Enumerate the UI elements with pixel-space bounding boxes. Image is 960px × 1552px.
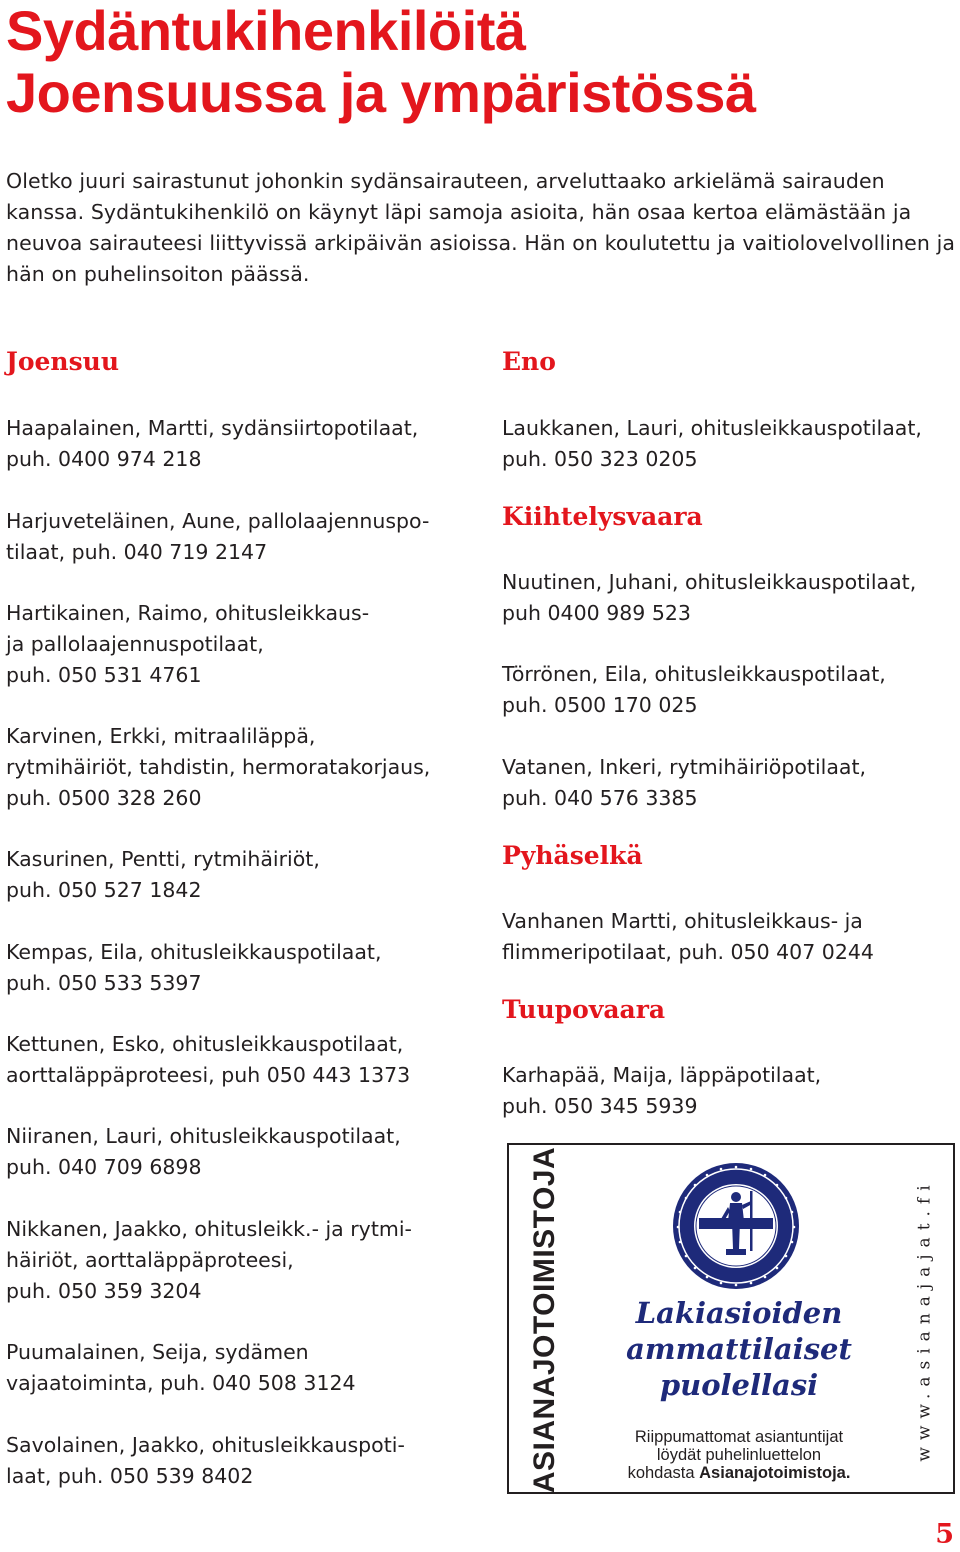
entry-line: Kasurinen, Pentti, rytmihäiriöt, (6, 847, 320, 871)
ad-vertical-text: ASIANAJOTOIMISTOJA (528, 1146, 561, 1493)
contact-entry (6, 598, 369, 691)
entry-line: Puumalainen, Seija, sydämen (6, 1340, 309, 1364)
contact-entry (6, 937, 381, 999)
title-line-1: Sydäntukihenkilöitä (6, 0, 526, 62)
entry-line: Laukkanen, Lauri, ohitusleikkauspotilaat, (502, 416, 922, 440)
entry-line: flimmeripotilaat, puh. 050 407 0244 (502, 940, 874, 964)
entry-line: Niiranen, Lauri, ohitusleikkauspotilaat, (6, 1124, 401, 1148)
ad-slogan-line: Lakiasioiden (635, 1296, 843, 1330)
entry-line: aorttaläppäproteesi, puh 050 443 1373 (6, 1063, 411, 1087)
entry-line: puh. 040 709 6898 (6, 1155, 202, 1179)
section-heading-pyhaselka: Pyhäselkä (502, 841, 643, 870)
entry-line: puh. 040 576 3385 (502, 786, 698, 810)
entry-line: Kempas, Eila, ohitusleikkauspotilaat, (6, 940, 382, 964)
section-heading-joensuu: Joensuu (6, 347, 120, 376)
contact-entry (6, 1121, 401, 1183)
contact-entry (6, 1214, 412, 1307)
ad-small-line: löydät puhelinluettelon (656, 1446, 822, 1464)
entry-line: puh. 0400 974 218 (6, 447, 202, 471)
contact-entry (502, 659, 886, 721)
entry-line: puh. 050 527 1842 (6, 878, 202, 902)
ad-slogan (579, 1295, 899, 1403)
contact-entry (6, 413, 418, 475)
entry-line: Törrönen, Eila, ohitusleikkauspotilaat, (502, 662, 886, 686)
entry-line: Savolainen, Jaakko, ohitusleikkauspoti- (6, 1433, 405, 1457)
title-line-2: Joensuussa ja ympäristössä (6, 61, 756, 124)
entry-line: puh. 0500 170 025 (502, 693, 698, 717)
entry-line: Haapalainen, Martti, sydänsiirtopotilaat, (6, 416, 419, 440)
entry-line: Nuutinen, Juhani, ohitusleikkauspotilaat, (502, 570, 917, 594)
contact-entry (502, 413, 922, 475)
contact-entry (6, 721, 430, 814)
entry-line: Vatanen, Inkeri, rytmihäiriöpotilaat, (502, 755, 867, 779)
contact-entry (6, 506, 429, 568)
contact-entry (6, 1430, 405, 1492)
entry-line: puh. 050 323 0205 (502, 447, 698, 471)
entry-line: puh. 0500 328 260 (6, 786, 202, 810)
section-heading-eno: Eno (502, 347, 556, 376)
entry-line: puh. 050 345 5939 (502, 1094, 698, 1118)
contact-entry (502, 752, 866, 814)
page-title (6, 0, 756, 124)
contact-entry (6, 844, 320, 906)
section-heading-kiihtelysvaara: Kiihtelysvaara (502, 502, 703, 531)
entry-line: Karvinen, Erkki, mitraaliläppä, (6, 724, 316, 748)
ad-small-line: Riippumattomat asiantuntijat (634, 1428, 844, 1446)
ad-website-text: www.asianajajat.fi (915, 1177, 935, 1462)
entry-line: ja pallolaajennuspotilaat, (6, 632, 264, 656)
ad-small-text (579, 1428, 899, 1482)
ad-slogan-line: puolellasi (659, 1368, 819, 1402)
entry-line: Hartikainen, Raimo, ohitusleikkaus- (6, 601, 370, 625)
law-firm-advertisement (507, 1143, 955, 1494)
ad-website (905, 1151, 945, 1488)
entry-line: laat, puh. 050 539 8402 (6, 1464, 254, 1488)
entry-line: puh. 050 533 5397 (6, 971, 202, 995)
entry-line: Harjuveteläinen, Aune, pallolaajennuspo- (6, 509, 430, 533)
entry-line: Vanhanen Martti, ohitusleikkaus- ja (502, 909, 863, 933)
ad-slogan-line: ammattilaiset (626, 1332, 852, 1366)
entry-line: tilaat, puh. 040 719 2147 (6, 540, 268, 564)
contact-entry (502, 906, 874, 968)
entry-line: rytmihäiriöt, tahdistin, hermoratakorjaus, (6, 755, 431, 779)
contact-entry (502, 567, 916, 629)
entry-line: Karhapää, Maija, läppäpotilaat, (502, 1063, 822, 1087)
entry-line: Kettunen, Esko, ohitusleikkauspotilaat, (6, 1032, 404, 1056)
lawyers-association-seal-icon (671, 1161, 801, 1291)
entry-line: Nikkanen, Jaakko, ohitusleikk.- ja rytmi- (6, 1217, 412, 1241)
contact-entry (6, 1337, 356, 1399)
section-heading-tuupovaara: Tuupovaara (502, 995, 666, 1024)
intro-paragraph: Oletko juuri sairastunut johonkin sydänsairauteen, arveluttaako arkielämä sairauden kanssa. Sydäntukihenkilö on käynyt läpi samoja asioita, hän osaa kertoa elämästään ja neuvoa sairauteesi liittyvissä arkipäivän asioissa. Hän on koulutettu ja vaitiolovelvollinen ja hän on puhelinsoiton päässä. (6, 169, 956, 286)
ad-small-prefix: kohdasta (627, 1464, 700, 1482)
entry-line: häiriöt, aorttaläppäproteesi, (6, 1248, 294, 1272)
entry-line: vajaatoiminta, puh. 040 508 3124 (6, 1371, 356, 1395)
ad-vertical-label (519, 1146, 571, 1493)
entry-line: puh. 050 531 4761 (6, 663, 202, 687)
contact-entry (502, 1060, 821, 1122)
page-number: 5 (935, 1519, 954, 1550)
entry-line: puh. 050 359 3204 (6, 1279, 202, 1303)
ad-small-bold: Asianajotoimistoja. (699, 1464, 851, 1482)
contact-entry (6, 1029, 410, 1091)
entry-line: puh 0400 989 523 (502, 601, 691, 625)
ad-small-line (579, 1464, 899, 1482)
